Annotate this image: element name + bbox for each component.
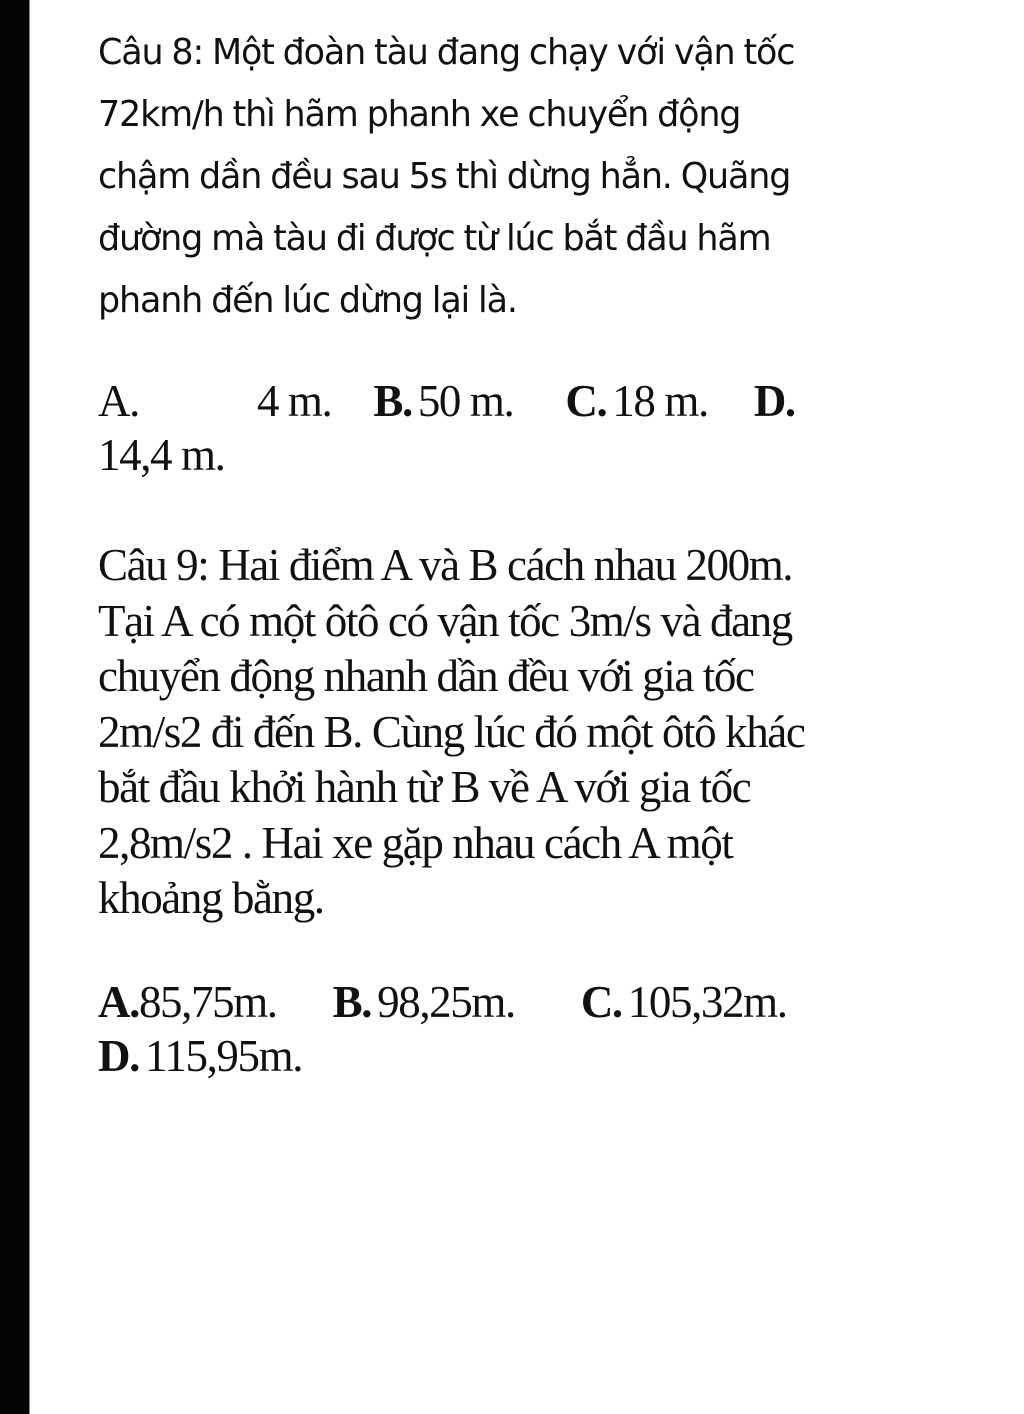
option-d: [754, 374, 795, 428]
question-8-line: 72km/h thì hãm phanh xe chuyển động: [98, 94, 741, 135]
question-9-line: bắt đầu khởi hành từ B về A với gia tốc: [98, 762, 751, 812]
question-9-line: chuyển động nhanh dần đều với gia tốc: [98, 651, 754, 701]
option-c-value: 105,32m.: [627, 977, 787, 1027]
option-b-label: B.: [332, 977, 372, 1027]
question-9-options: [98, 975, 787, 1083]
question-8-line: đường mà tàu đi được từ lúc bắt đầu hãm: [98, 218, 771, 259]
question-8-line: Câu 8: Một đoàn tàu đang chạy với vận tốc: [98, 32, 795, 73]
option-b: [333, 975, 515, 1029]
option-a-value: 85,75m.: [138, 977, 277, 1027]
option-d-value: 115,95m.: [144, 1031, 303, 1081]
question-9-line: Tại A có một ôtô có vận tốc 3m/s và đang: [98, 595, 792, 646]
options-row: [98, 975, 787, 1029]
options-row: [98, 374, 795, 428]
question-8-line: chậm dần đều sau 5s thì dừng hẳn. Quãng: [98, 156, 791, 197]
option-b-label: B.: [373, 376, 412, 426]
question-9-line: 2m/s2 đi đến B. Cùng lúc đó một ôtô khác: [98, 706, 805, 757]
option-a: [98, 975, 277, 1029]
option-a: [98, 374, 331, 428]
option-a-label: A.: [98, 376, 139, 426]
question-9-line: 2,8m/s2 . Hai xe gặp nhau cách A một: [98, 817, 733, 868]
option-c: [581, 975, 787, 1029]
question-8-options: [98, 374, 795, 482]
option-d-label: D.: [98, 1031, 139, 1081]
options-row: [98, 1029, 787, 1083]
question-9-text: [98, 538, 804, 927]
option-c-label: C.: [565, 376, 607, 426]
question-8-text: [98, 22, 932, 332]
option-c-label: C.: [580, 977, 622, 1027]
question-8-line: phanh đến lúc dừng lại là.: [98, 280, 517, 321]
question-9-line: Câu 9: Hai điểm A và B cách nhau 200m.: [98, 540, 793, 590]
option-d: [98, 1029, 302, 1083]
option-a-value: 4 m.: [256, 376, 332, 426]
question-9-line: khoảng bằng.: [98, 873, 324, 923]
option-b-value: 50 m.: [417, 376, 514, 426]
option-d-value: 14,4 m.: [98, 430, 225, 480]
left-border-bar: [0, 0, 30, 1414]
option-b-value: 98,25m.: [377, 977, 515, 1027]
options-row: [98, 428, 795, 482]
option-b: [373, 374, 513, 428]
option-a-label: A.: [98, 977, 139, 1027]
option-c-value: 18 m.: [612, 376, 708, 426]
option-d-label: D.: [753, 376, 795, 426]
option-c: [565, 374, 707, 428]
